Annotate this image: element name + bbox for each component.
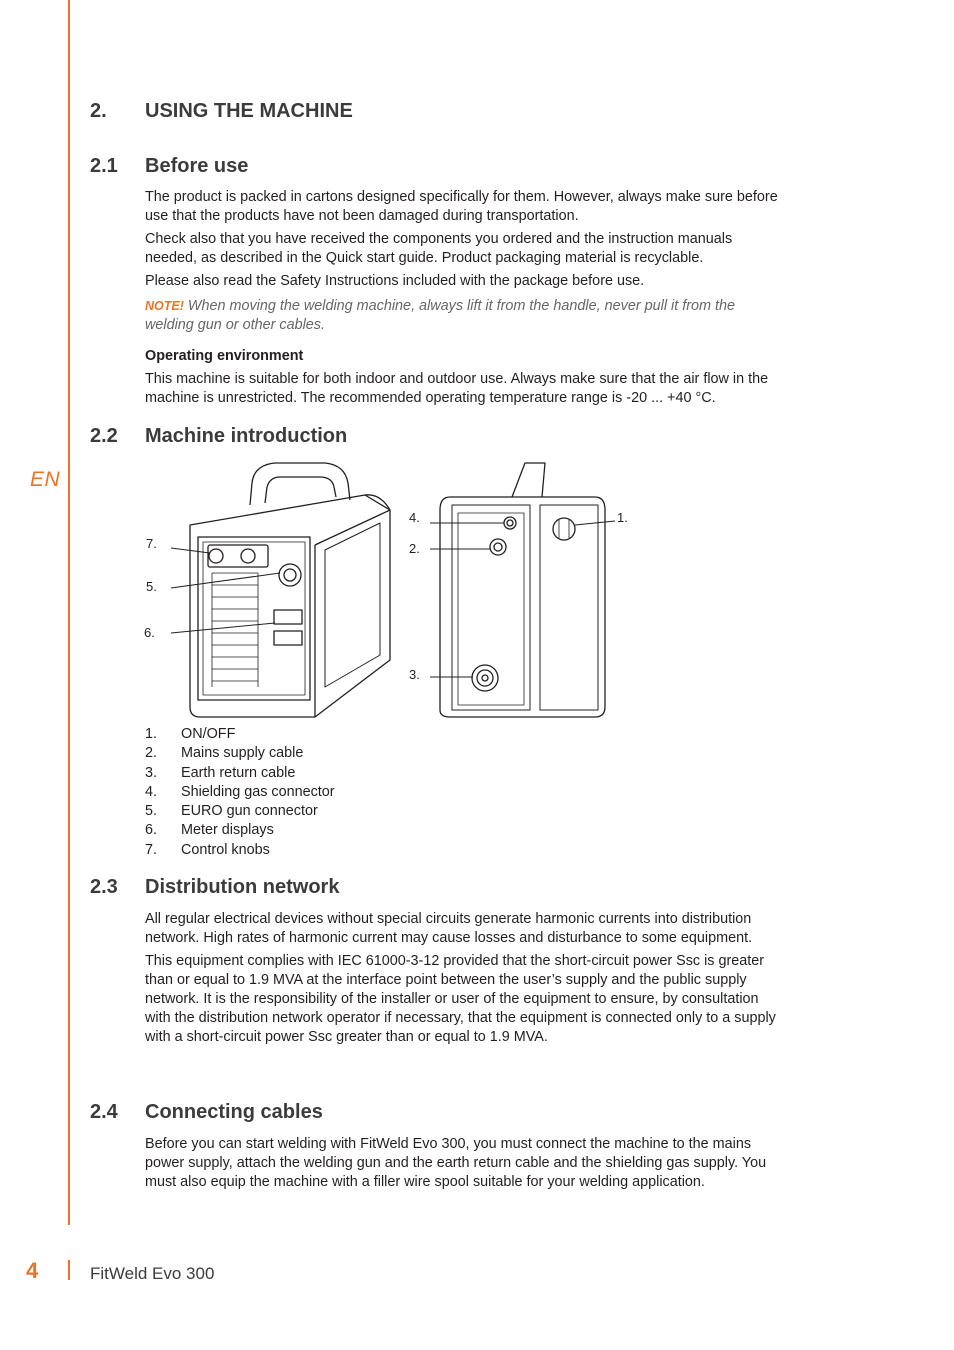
legend-item — [145, 764, 545, 783]
callout-6: 6. — [144, 625, 155, 640]
legend-label: Shielding gas connector — [181, 783, 335, 800]
callout-1: 1. — [617, 510, 628, 525]
earth-cable-connector — [472, 665, 498, 691]
heading-number: 2.3 — [90, 876, 118, 898]
knob-panel — [208, 545, 268, 567]
heading-number: 2.4 — [90, 1101, 118, 1123]
meter-display-2 — [274, 631, 302, 645]
legend-label: Control knobs — [181, 841, 270, 858]
legend-label: Mains supply cable — [181, 745, 304, 762]
heading-title: Distribution network — [145, 876, 340, 898]
heading-connecting-cables — [90, 1101, 323, 1124]
note-text: When moving the welding machine, always lift it from the handle, never pull it from the welding gun or other cables. — [145, 298, 735, 333]
callout-2: 2. — [409, 541, 420, 556]
gas-connector — [504, 517, 516, 529]
component-legend — [145, 725, 545, 860]
callout-5: 5. — [146, 579, 157, 594]
heading-title: Before use — [145, 155, 249, 177]
paragraph: Check also that you have received the components you ordered and the instruction manuals needed, as described in the Quick start guide. Product packaging material is recyclable. — [145, 231, 733, 266]
callout-4: 4. — [409, 510, 420, 525]
heading-before-use — [90, 155, 248, 178]
legend-number: 3. — [145, 764, 158, 781]
heading-distribution-network — [90, 876, 339, 899]
callout-3: 3. — [409, 667, 420, 682]
margin-rule-top — [68, 0, 70, 1225]
connecting-body — [145, 1135, 780, 1196]
section-title: USING THE MACHINE — [145, 100, 353, 122]
legend-item — [145, 744, 545, 763]
back-body-outline — [440, 497, 605, 717]
note-label: NOTE! — [145, 299, 184, 313]
callout-7: 7. — [146, 536, 157, 551]
legend-number: 6. — [145, 822, 158, 839]
legend-item — [145, 725, 545, 744]
operating-environment-heading: Operating environment — [145, 348, 304, 364]
page-number: 4 — [26, 1258, 39, 1283]
paragraph: This equipment complies with IEC 61000-3-12 provided that the short-circuit power Ssc is greater than or equal to 1.9 MVA at the interface point between the user’s supply and the public supply network. It is the responsibility of the installer or user of the equipment to ensure, by consultation with the distribution network operator if necessary, that the equipment is connected only to a supply with a short-circuit power Ssc greater than or equal to 1.9 MVA. — [145, 953, 776, 1045]
euro-connector — [279, 564, 301, 586]
machine-drawing — [140, 455, 640, 723]
legend-label: EURO gun connector — [181, 803, 318, 820]
legend-label: Earth return cable — [181, 764, 296, 781]
section-number: 2. — [90, 100, 107, 122]
note — [145, 297, 780, 335]
meter-display-1 — [274, 610, 302, 624]
heading-number: 2.1 — [90, 155, 118, 177]
paragraph: Before you can start welding with FitWeld Evo 300, you must connect the machine to the mains power supply, attach the welding gun and the earth return cable and the shielding gas supply. You must also equip the machine with a filler wire spool suitable for your welding application. — [145, 1136, 767, 1190]
paragraph: This machine is suitable for both indoor and outdoor use. Always make sure that the air flow in the machine is unrestricted. The recommended operating temperature range is -20 ... +40 °C. — [145, 371, 769, 406]
margin-rule-bottom — [68, 1260, 70, 1280]
legend-number: 2. — [145, 745, 158, 762]
paragraph: All regular electrical devices without special circuits generate harmonic currents into distribution network. High rates of harmonic current may cause losses and disturbance to some equipment. — [145, 911, 753, 946]
distribution-body — [145, 910, 780, 1051]
front-panel — [198, 537, 310, 700]
knob-right — [241, 549, 255, 563]
legend-number: 5. — [145, 803, 158, 820]
back-handle-outline — [512, 463, 545, 497]
legend-item — [145, 821, 545, 840]
front-body-outline — [190, 495, 390, 717]
legend-label: ON/OFF — [181, 726, 236, 742]
heading-title: Connecting cables — [145, 1101, 323, 1123]
leader-5 — [171, 573, 280, 588]
knob-left — [209, 549, 223, 563]
on-off-switch — [553, 518, 575, 540]
legend-label: Meter displays — [181, 822, 274, 839]
mains-cable-gland — [490, 539, 506, 555]
paragraph: Please also read the Safety Instructions included with the package before use. — [145, 273, 645, 289]
paragraph: The product is packed in cartons designed specifically for them. However, always make sure before use that the products have not been damaged during transportation. — [145, 189, 778, 224]
legend-number: 4. — [145, 783, 158, 800]
heading-number: 2.2 — [90, 425, 118, 447]
footer-product-name: FitWeld Evo 300 — [90, 1264, 215, 1283]
legend-item — [145, 783, 545, 802]
heading-machine-introduction — [90, 425, 347, 448]
leader-6 — [171, 623, 275, 633]
legend-number: 7. — [145, 841, 158, 858]
language-tag: EN — [30, 468, 61, 491]
legend-item — [145, 802, 545, 821]
heading-title: Machine introduction — [145, 425, 348, 447]
legend-number: 1. — [145, 726, 158, 742]
legend-item — [145, 841, 545, 860]
leader-1 — [575, 521, 615, 525]
section-heading — [90, 100, 353, 123]
machine-illustration — [140, 455, 640, 723]
before-use-body — [145, 188, 780, 412]
